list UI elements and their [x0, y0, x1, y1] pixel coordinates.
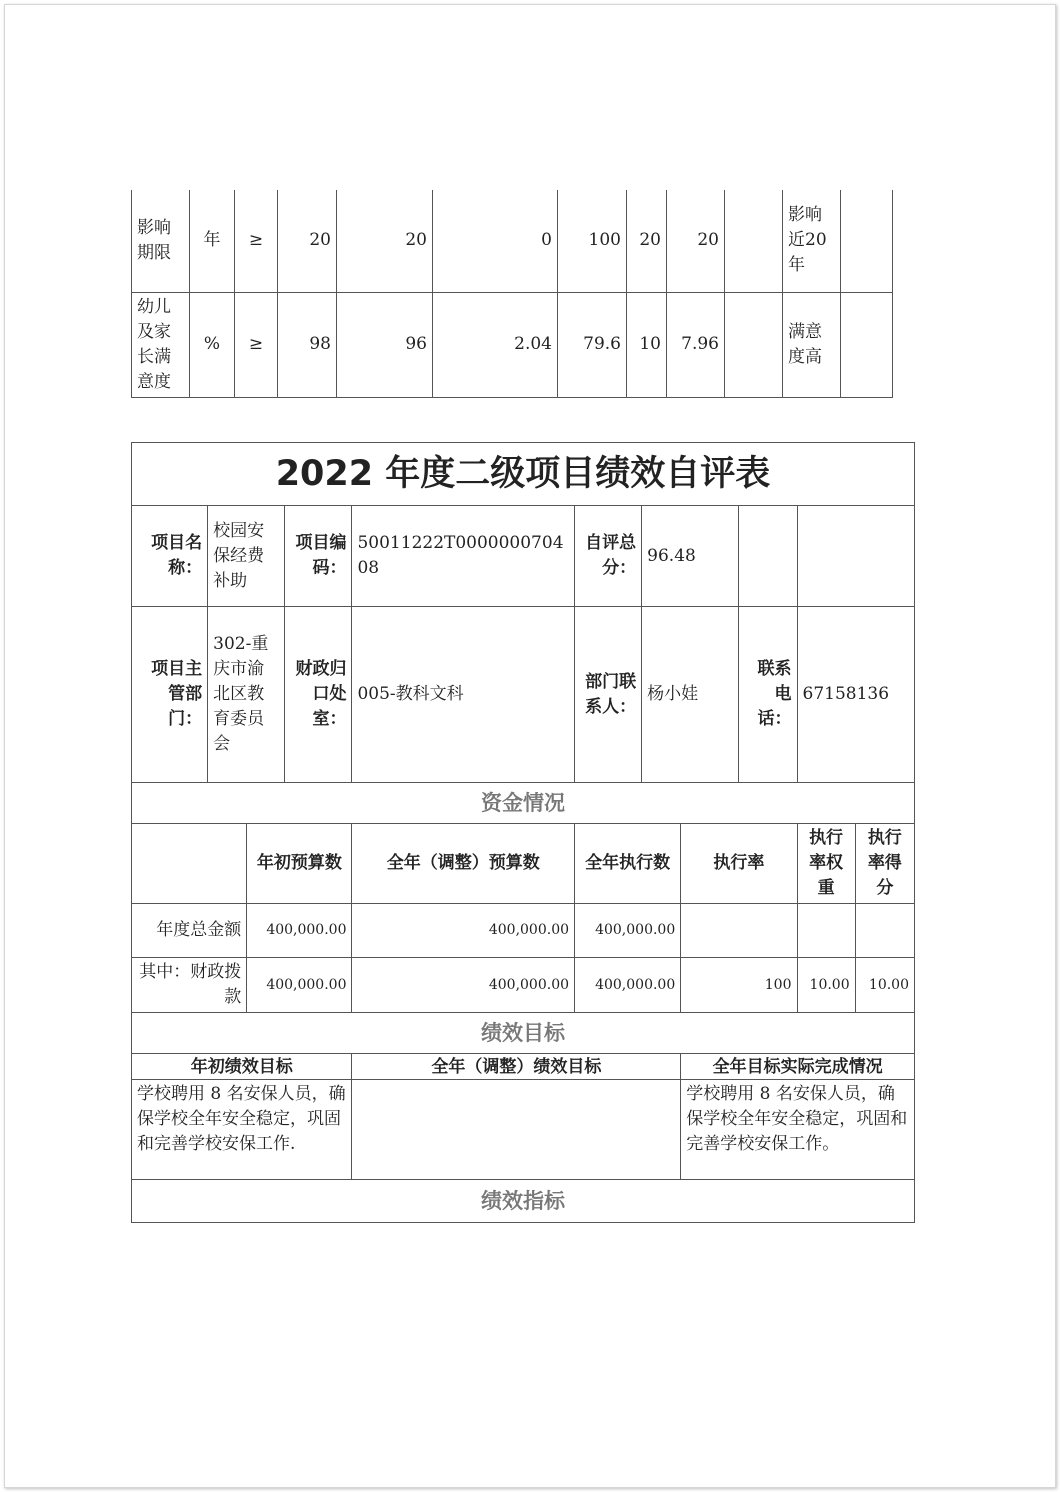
indicator-remark: 满意度高 [783, 292, 841, 397]
indicator-name: 影响期限 [132, 190, 190, 292]
goals-initial: 学校聘用 8 名安保人员，确保学校全年安全稳定，巩固和完善学校安保工作. [132, 1080, 352, 1180]
project-name-label: 项目名称： [132, 506, 208, 607]
goals-header: 全年（调整）绩效目标 [352, 1054, 681, 1080]
funds-header-row [132, 824, 915, 904]
empty-cell [739, 506, 797, 607]
indicator-value [841, 190, 893, 292]
indicator-unit: % [190, 292, 235, 397]
funds-header: 执行率 [681, 824, 797, 904]
funds-adjusted: 400,000.00 [352, 958, 575, 1013]
goals-content-row [132, 1080, 915, 1180]
phone: 67158136 [797, 607, 915, 783]
goals-header: 年初绩效目标 [132, 1054, 352, 1080]
indicator-operator: ≥ [235, 190, 278, 292]
contact: 杨小娃 [642, 607, 739, 783]
funds-rate: 100 [681, 958, 797, 1013]
table-row [132, 190, 893, 292]
empty-cell [132, 824, 247, 904]
indicator-value [841, 292, 893, 397]
indicator-value: 20 [278, 190, 337, 292]
project-code: 50011222T000000070408 [352, 506, 575, 607]
indicator-value: 20 [667, 190, 725, 292]
dept: 302-重庆市渝北区教育委员会 [208, 607, 285, 783]
funds-adjusted: 400,000.00 [352, 904, 575, 958]
indicator-value [725, 292, 783, 397]
table-row [132, 904, 915, 958]
indicator-value: 79.6 [558, 292, 627, 397]
funds-score [855, 904, 914, 958]
finance-label: 财政归口处室： [285, 607, 352, 783]
indicator-continuation-table [131, 190, 893, 398]
self-score-label: 自评总分： [575, 506, 642, 607]
table-row [132, 292, 893, 397]
indicator-value: 20 [337, 190, 433, 292]
indicator-value: 100 [558, 190, 627, 292]
funds-row-label: 其中：财政拨款 [132, 958, 247, 1013]
funds-score: 10.00 [855, 958, 914, 1013]
funds-row-label: 年度总金额 [132, 904, 247, 958]
funds-header: 执行率得分 [855, 824, 914, 904]
funds-initial: 400,000.00 [247, 904, 352, 958]
indicator-unit: 年 [190, 190, 235, 292]
project-info-row [132, 506, 915, 607]
funds-section-title: 资金情况 [132, 783, 915, 824]
project-code-label: 项目编码： [285, 506, 352, 607]
funds-header: 执行率权重 [797, 824, 855, 904]
empty-cell [797, 506, 915, 607]
funds-initial: 400,000.00 [247, 958, 352, 1013]
self-evaluation-table [131, 442, 915, 1223]
page-title: 2022 年度二级项目绩效自评表 [132, 443, 915, 506]
goals-header-row [132, 1054, 915, 1080]
indicator-value: 7.96 [667, 292, 725, 397]
indicator-value: 98 [278, 292, 337, 397]
indicator-value [725, 190, 783, 292]
funds-executed: 400,000.00 [575, 904, 681, 958]
finance: 005-教科文科 [352, 607, 575, 783]
dept-label: 项目主管部门： [132, 607, 208, 783]
goals-section-title: 绩效目标 [132, 1013, 915, 1054]
indicators-section-row [132, 1180, 915, 1223]
funds-header: 全年执行数 [575, 824, 681, 904]
indicator-value: 2.04 [433, 292, 558, 397]
indicator-remark: 影响近20年 [783, 190, 841, 292]
funds-weight: 10.00 [797, 958, 855, 1013]
project-name: 校园安保经费补助 [208, 506, 285, 607]
goals-section-row [132, 1013, 915, 1054]
funds-executed: 400,000.00 [575, 958, 681, 1013]
goals-actual: 学校聘用 8 名安保人员，确保学校全年安全稳定，巩固和完善学校安保工作。 [681, 1080, 915, 1180]
self-score: 96.48 [642, 506, 739, 607]
phone-label: 联系电话： [739, 607, 797, 783]
funds-header: 年初预算数 [247, 824, 352, 904]
funds-header: 全年（调整）预算数 [352, 824, 575, 904]
department-info-row [132, 607, 915, 783]
funds-weight [797, 904, 855, 958]
indicator-name: 幼儿及家长满意度 [132, 292, 190, 397]
goals-adjusted [352, 1080, 681, 1180]
contact-label: 部门联系人： [575, 607, 642, 783]
title-row [132, 443, 915, 506]
indicator-value: 0 [433, 190, 558, 292]
table-row [132, 958, 915, 1013]
indicator-operator: ≥ [235, 292, 278, 397]
funds-section-row [132, 783, 915, 824]
indicators-section-title: 绩效指标 [132, 1180, 915, 1223]
indicator-value: 20 [627, 190, 667, 292]
goals-header: 全年目标实际完成情况 [681, 1054, 915, 1080]
indicator-value: 96 [337, 292, 433, 397]
indicator-value: 10 [627, 292, 667, 397]
funds-rate [681, 904, 797, 958]
